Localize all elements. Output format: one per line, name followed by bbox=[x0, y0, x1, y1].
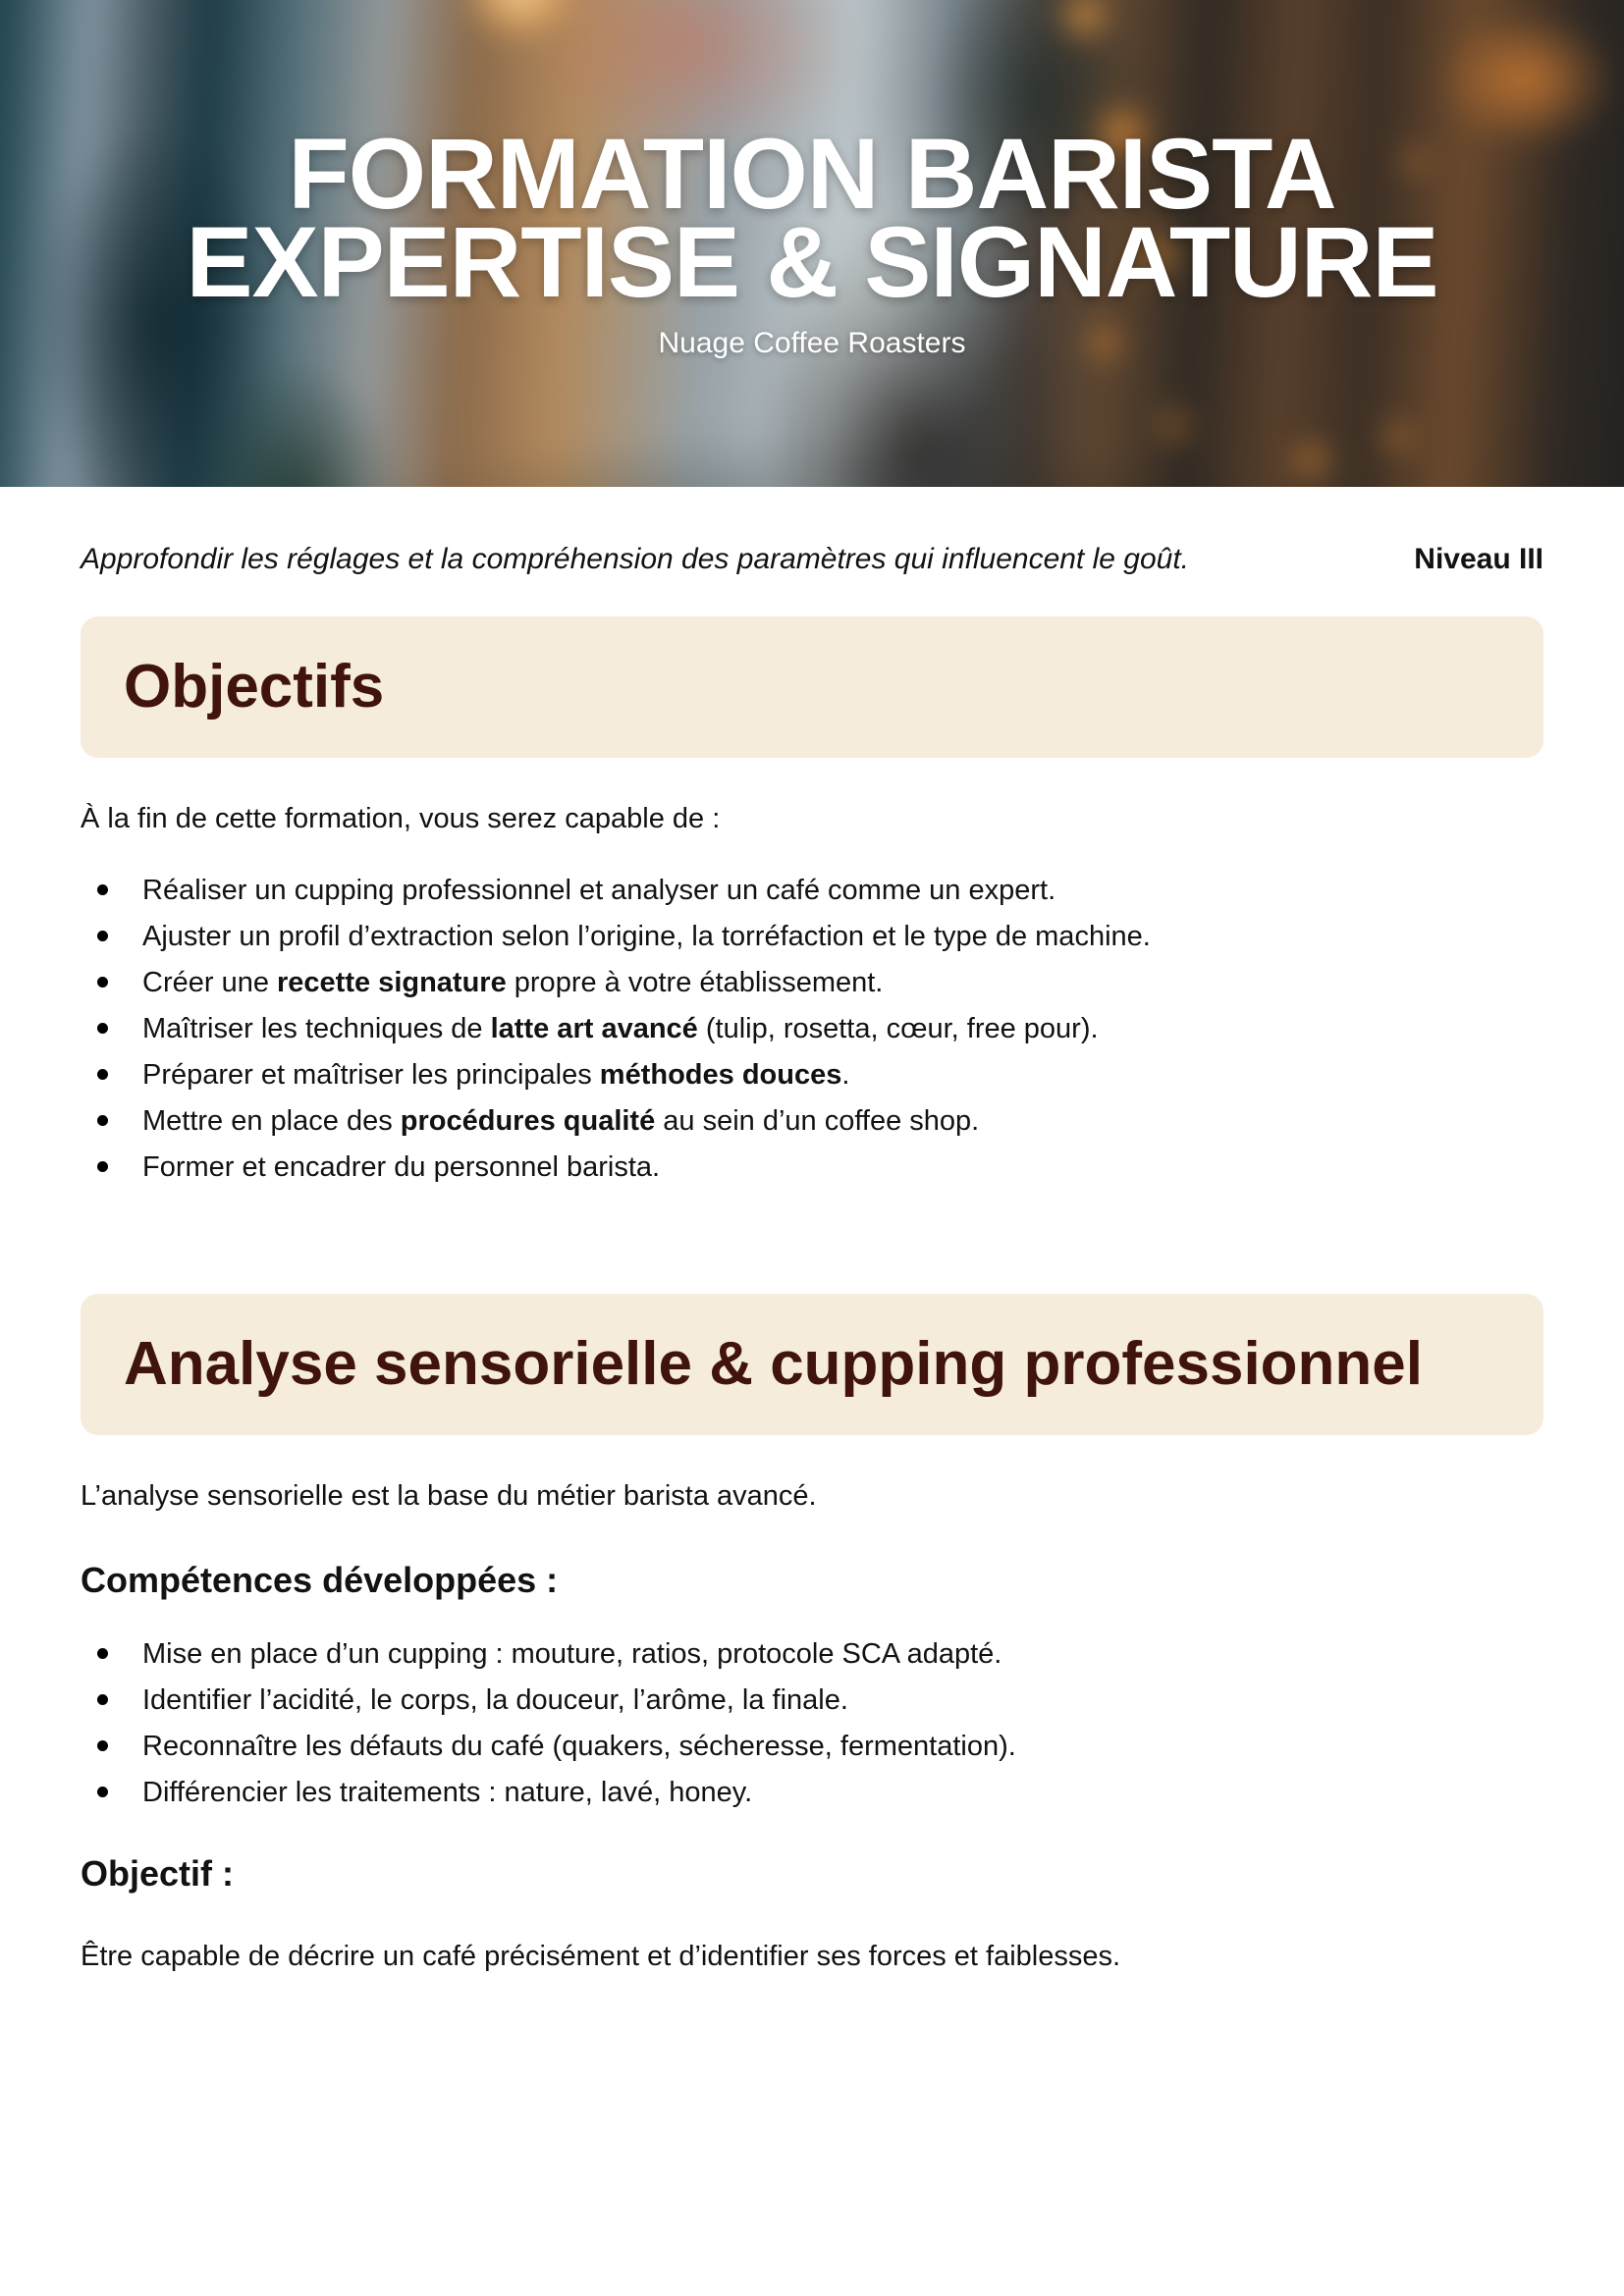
section-header-box-analyse bbox=[81, 1294, 1543, 1435]
hero-title bbox=[0, 118, 1624, 318]
hero-text-block bbox=[0, 0, 1624, 361]
objective-label: Objectif : bbox=[81, 1853, 235, 1894]
section-title-objectifs: Objectifs bbox=[124, 653, 385, 721]
analyse-list bbox=[81, 1637, 1543, 1809]
list-item: Créer une recette signature propre à votre établissement. bbox=[81, 966, 1543, 999]
list-item: Réaliser un cupping professionnel et analyser un café comme un expert. bbox=[81, 874, 1543, 907]
list-item: Ajuster un profil d’extraction selon l’origine, la torréfaction et le type de machine. bbox=[81, 920, 1543, 953]
list-item: Identifier l’acidité, le corps, la douceur, l’arôme, la finale. bbox=[81, 1683, 1543, 1717]
document-body bbox=[0, 542, 1624, 2292]
hero-title-line2: EXPERTISE & SIGNATURE bbox=[186, 206, 1438, 318]
list-item: Reconnaître les défauts du café (quakers, sécheresse, fermentation). bbox=[81, 1730, 1543, 1763]
list-item: Mettre en place des procédures qualité au sein d’un coffee shop. bbox=[81, 1104, 1543, 1138]
section-title-analyse: Analyse sensorielle & cupping professionnel bbox=[124, 1330, 1424, 1398]
section-analyse bbox=[81, 1294, 1543, 1976]
analyse-lead: L’analyse sensorielle est la base du métier barista avancé. bbox=[81, 1480, 817, 1512]
objective-text: Être capable de décrire un café précisément et d’identifier ses forces et faiblesses. bbox=[81, 1941, 1121, 1972]
intro-row bbox=[81, 542, 1543, 577]
list-item: Maîtriser les techniques de latte art avancé (tulip, rosetta, cœur, free pour). bbox=[81, 1012, 1543, 1045]
section-header-box-objectifs bbox=[81, 616, 1543, 758]
level-badge: Niveau III bbox=[1414, 543, 1543, 575]
list-item: Préparer et maîtriser les principales méthodes douces. bbox=[81, 1058, 1543, 1092]
list-item: Différencier les traitements : nature, lavé, honey. bbox=[81, 1776, 1543, 1809]
list-item: Former et encadrer du personnel barista. bbox=[81, 1150, 1543, 1184]
hero-subtitle: Nuage Coffee Roasters bbox=[658, 327, 966, 359]
course-tagline: Approfondir les réglages et la compréhension des paramètres qui influencent le goût. bbox=[81, 543, 1190, 575]
objectifs-lead: À la fin de cette formation, vous serez capable de : bbox=[81, 803, 721, 834]
objectifs-list bbox=[81, 874, 1543, 1184]
hero-banner bbox=[0, 0, 1624, 487]
section-objectifs bbox=[81, 616, 1543, 1184]
competences-subheading: Compétences développées : bbox=[81, 1560, 559, 1600]
list-item: Mise en place d’un cupping : mouture, ratios, protocole SCA adapté. bbox=[81, 1637, 1543, 1671]
hero-title-line1: FORMATION BARISTA bbox=[288, 118, 1336, 230]
